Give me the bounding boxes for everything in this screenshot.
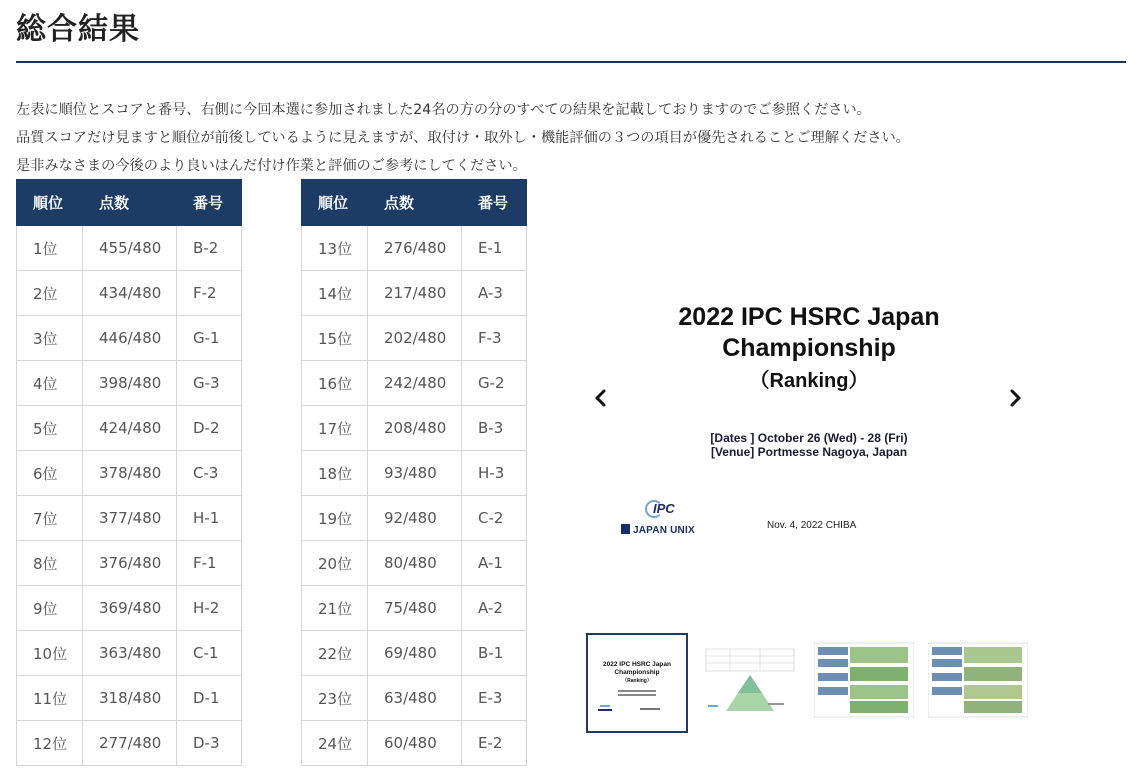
cell-rank: 5位 <box>17 406 83 451</box>
header-rank: 順位 <box>17 180 83 226</box>
cell-rank: 2位 <box>17 271 83 316</box>
cell-rank: 16位 <box>302 361 368 406</box>
cell-number: G-2 <box>462 361 527 406</box>
cell-rank: 3位 <box>17 316 83 361</box>
cell-number: E-1 <box>462 226 527 271</box>
cell-number: D-1 <box>177 676 242 721</box>
ranking-table-left <box>16 179 242 766</box>
intro-line-1: 左表に順位とスコアと番号、右側に今回本選に参加されました24名の方の分のすべての結果を記載しておりますのでご参照ください。 <box>16 102 871 118</box>
slider-prev-button[interactable] <box>591 386 611 410</box>
slide-subtitle: （Ranking） <box>749 370 869 392</box>
slide-title-line-2: Championship <box>722 334 896 362</box>
table-row <box>302 541 527 586</box>
cell-number: B-3 <box>462 406 527 451</box>
cell-score: 80/480 <box>368 541 462 586</box>
header-rank: 順位 <box>302 180 368 226</box>
image-slider <box>585 256 1033 596</box>
cell-number: A-1 <box>462 541 527 586</box>
thumb-slide-graphic <box>588 635 686 731</box>
cell-score: 92/480 <box>368 496 462 541</box>
cell-number: A-2 <box>462 586 527 631</box>
slide-date-line: Nov. 4, 2022 CHIBA <box>767 520 857 531</box>
cell-score: 217/480 <box>368 271 462 316</box>
table-row <box>17 631 242 676</box>
cell-rank: 8位 <box>17 541 83 586</box>
thumb-title-line-2: Championship <box>614 669 660 676</box>
cell-rank: 22位 <box>302 631 368 676</box>
table-row <box>302 721 527 766</box>
table-header-row <box>302 180 527 226</box>
thumbnail-3[interactable] <box>814 633 914 729</box>
cell-rank: 6位 <box>17 451 83 496</box>
cell-score: 69/480 <box>368 631 462 676</box>
table-row <box>17 496 242 541</box>
intro-text <box>16 96 1126 180</box>
cell-number: F-2 <box>177 271 242 316</box>
cell-score: 455/480 <box>83 226 177 271</box>
cell-rank: 11位 <box>17 676 83 721</box>
cell-rank: 20位 <box>302 541 368 586</box>
cell-score: 376/480 <box>83 541 177 586</box>
cell-number: C-1 <box>177 631 242 676</box>
cell-rank: 23位 <box>302 676 368 721</box>
cell-score: 377/480 <box>83 496 177 541</box>
cell-number: H-2 <box>177 586 242 631</box>
cell-rank: 12位 <box>17 721 83 766</box>
japan-unix-logo <box>621 524 695 536</box>
cell-rank: 13位 <box>302 226 368 271</box>
cell-number: G-3 <box>177 361 242 406</box>
cell-score: 446/480 <box>83 316 177 361</box>
cell-rank: 4位 <box>17 361 83 406</box>
cell-number: B-1 <box>462 631 527 676</box>
cell-rank: 14位 <box>302 271 368 316</box>
title-divider <box>16 61 1126 63</box>
cell-score: 202/480 <box>368 316 462 361</box>
cell-number: G-1 <box>177 316 242 361</box>
intro-line-2: 品質スコアだけ見ますと順位が前後しているように見えますが、取付け・取外し・機能評価の３つの項目が優先されることご理解ください。 <box>16 130 910 146</box>
cell-number: D-2 <box>177 406 242 451</box>
cell-number: C-2 <box>462 496 527 541</box>
header-number: 番号 <box>177 180 242 226</box>
table-row <box>302 316 527 361</box>
table-row <box>17 586 242 631</box>
table-row <box>17 316 242 361</box>
cell-number: E-3 <box>462 676 527 721</box>
table-row <box>17 541 242 586</box>
chevron-left-icon <box>591 386 611 410</box>
table-row <box>302 496 527 541</box>
thumb-subtitle: （Ranking） <box>622 678 652 684</box>
table-row <box>17 406 242 451</box>
ipc-logo <box>653 501 675 516</box>
slide-dates: [Dates ] October 26 (Wed) - 28 (Fri) <box>710 431 908 445</box>
thumb-title-line-1: 2022 IPC HSRC Japan <box>603 661 671 668</box>
cell-number: F-1 <box>177 541 242 586</box>
ipc-logo-text: IPC <box>653 501 675 516</box>
thumb-photos-graphic <box>814 633 914 729</box>
cell-rank: 24位 <box>302 721 368 766</box>
intro-line-3: 是非みなさまの今後のより良いはんだ付け作業と評価のご参考にしてください。 <box>16 158 527 174</box>
cell-score: 398/480 <box>83 361 177 406</box>
cell-rank: 7位 <box>17 496 83 541</box>
table-row <box>17 361 242 406</box>
thumb-ranking-graphic <box>700 633 800 729</box>
slide-title <box>605 302 1013 364</box>
cell-number: A-3 <box>462 271 527 316</box>
cell-score: 75/480 <box>368 586 462 631</box>
table-header-row <box>17 180 242 226</box>
cell-rank: 18位 <box>302 451 368 496</box>
cell-number: F-3 <box>462 316 527 361</box>
table-row <box>302 676 527 721</box>
header-score: 点数 <box>83 180 177 226</box>
cell-score: 93/480 <box>368 451 462 496</box>
table-row <box>17 226 242 271</box>
cell-score: 60/480 <box>368 721 462 766</box>
cell-rank: 1位 <box>17 226 83 271</box>
cell-number: E-2 <box>462 721 527 766</box>
thumbnail-2[interactable] <box>700 633 800 729</box>
cell-number: H-1 <box>177 496 242 541</box>
cell-score: 318/480 <box>83 676 177 721</box>
thumbnail-1[interactable] <box>586 633 688 733</box>
cell-score: 378/480 <box>83 451 177 496</box>
cell-score: 208/480 <box>368 406 462 451</box>
table-row <box>17 451 242 496</box>
thumb-photos-graphic <box>928 633 1028 729</box>
cell-number: B-2 <box>177 226 242 271</box>
cell-score: 424/480 <box>83 406 177 451</box>
header-number: 番号 <box>462 180 527 226</box>
cell-rank: 19位 <box>302 496 368 541</box>
cell-number: C-3 <box>177 451 242 496</box>
ranking-table-right <box>301 179 527 766</box>
cell-score: 276/480 <box>368 226 462 271</box>
table-row <box>302 361 527 406</box>
cell-score: 242/480 <box>368 361 462 406</box>
cell-score: 434/480 <box>83 271 177 316</box>
thumbnail-4[interactable] <box>928 633 1028 729</box>
table-row <box>302 631 527 676</box>
table-row <box>302 586 527 631</box>
chevron-right-icon <box>1005 386 1025 410</box>
japan-unix-logo-text: JAPAN UNIX <box>633 525 695 536</box>
table-row <box>17 271 242 316</box>
table-row <box>302 406 527 451</box>
slide-current <box>605 256 1013 586</box>
cell-score: 369/480 <box>83 586 177 631</box>
table-row <box>17 676 242 721</box>
header-score: 点数 <box>368 180 462 226</box>
cell-score: 277/480 <box>83 721 177 766</box>
cell-rank: 9位 <box>17 586 83 631</box>
cell-number: D-3 <box>177 721 242 766</box>
cell-rank: 15位 <box>302 316 368 361</box>
cell-rank: 21位 <box>302 586 368 631</box>
slide-title-line-1: 2022 IPC HSRC Japan <box>678 303 940 331</box>
cell-rank: 10位 <box>17 631 83 676</box>
slider-next-button[interactable] <box>1005 386 1025 410</box>
cell-score: 63/480 <box>368 676 462 721</box>
slide-venue: [Venue] Portmesse Nagoya, Japan <box>710 445 908 459</box>
cell-rank: 17位 <box>302 406 368 451</box>
page-title: 総合結果 <box>16 12 140 47</box>
table-row <box>302 451 527 496</box>
slider-thumbnails <box>586 633 1032 733</box>
table-row <box>302 226 527 271</box>
cell-score: 363/480 <box>83 631 177 676</box>
table-row <box>17 721 242 766</box>
table-row <box>302 271 527 316</box>
cell-number: H-3 <box>462 451 527 496</box>
